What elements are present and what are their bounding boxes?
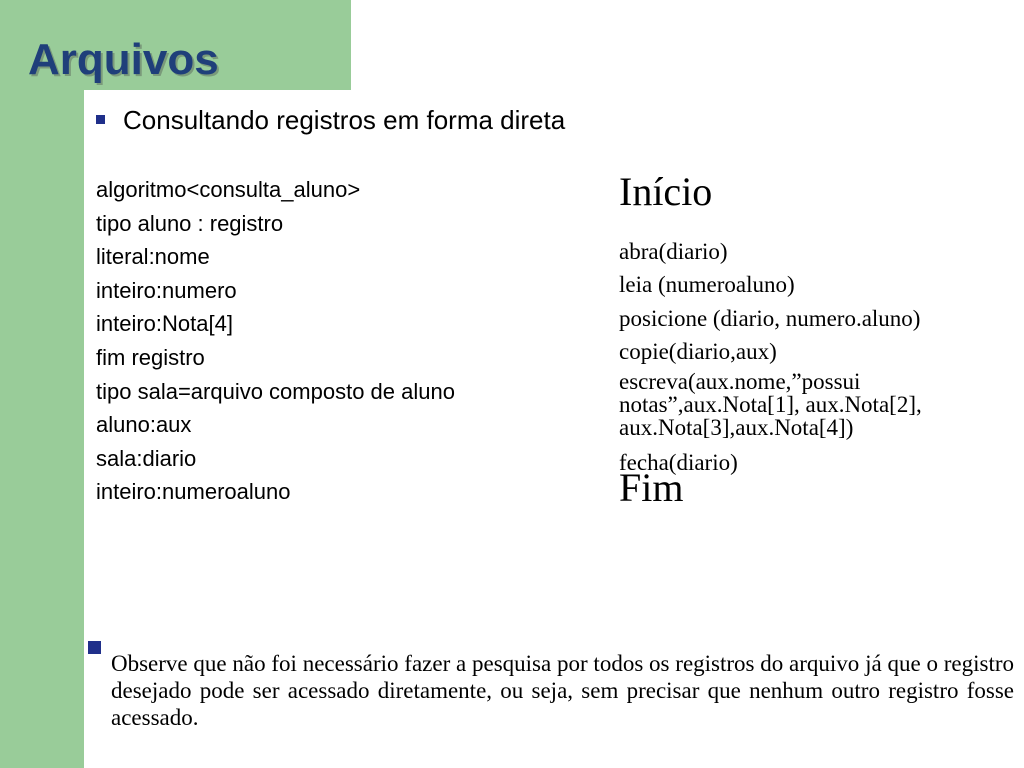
procedure-step: copie(diario,aux) (619, 339, 777, 365)
declaration-line: aluno:aux (96, 412, 192, 438)
declaration-line: tipo aluno : registro (96, 210, 284, 236)
declaration-line: inteiro:Nota[4] (96, 311, 233, 337)
declaration-line: literal:nome (96, 244, 210, 270)
procedure-step: posicione (diario, numero.aluno) (619, 305, 921, 331)
declaration-line: sala:diario (96, 445, 197, 471)
write-statement-line: notas”,aux.Nota[1], aux.Nota[2], (619, 392, 922, 417)
declarations-block (96, 173, 455, 509)
procedure-start: Início (619, 169, 713, 214)
declaration-line: inteiro:numeroaluno (96, 479, 291, 505)
write-statement-line: aux.Nota[3],aux.Nota[4]) (619, 415, 854, 440)
procedure-step: leia (numeroaluno) (619, 272, 795, 298)
observation-note: Observe que não foi necessário fazer a pesquisa por todos os registros do arquivo já que o registro desejado pode ser acessado diretamente, ou seja, sem precisar que nenhum outro registro fosse acessado. (111, 651, 1014, 730)
write-statement (619, 370, 1019, 439)
write-statement-line: escreva(aux.nome,”possui (619, 369, 861, 394)
subtitle-bullet-item (96, 104, 565, 136)
declaration-line: inteiro:numero (96, 277, 237, 303)
close-statement: fecha(diario) (619, 450, 738, 475)
left-green-band (0, 0, 84, 768)
declaration-line: fim registro (96, 344, 205, 370)
procedure-step: abra(diario) (619, 239, 728, 264)
declaration-line: algoritmo<consulta_aluno> (96, 177, 361, 202)
procedure-end: Fim (619, 465, 684, 510)
subtitle-text: Consultando registros em forma direta (123, 105, 566, 135)
procedure-steps (619, 235, 1019, 369)
square-bullet-icon (96, 115, 105, 124)
slide-title: Arquivos (28, 35, 219, 84)
square-bullet-icon (88, 641, 101, 654)
declaration-line: tipo sala=arquivo composto de aluno (96, 378, 455, 404)
